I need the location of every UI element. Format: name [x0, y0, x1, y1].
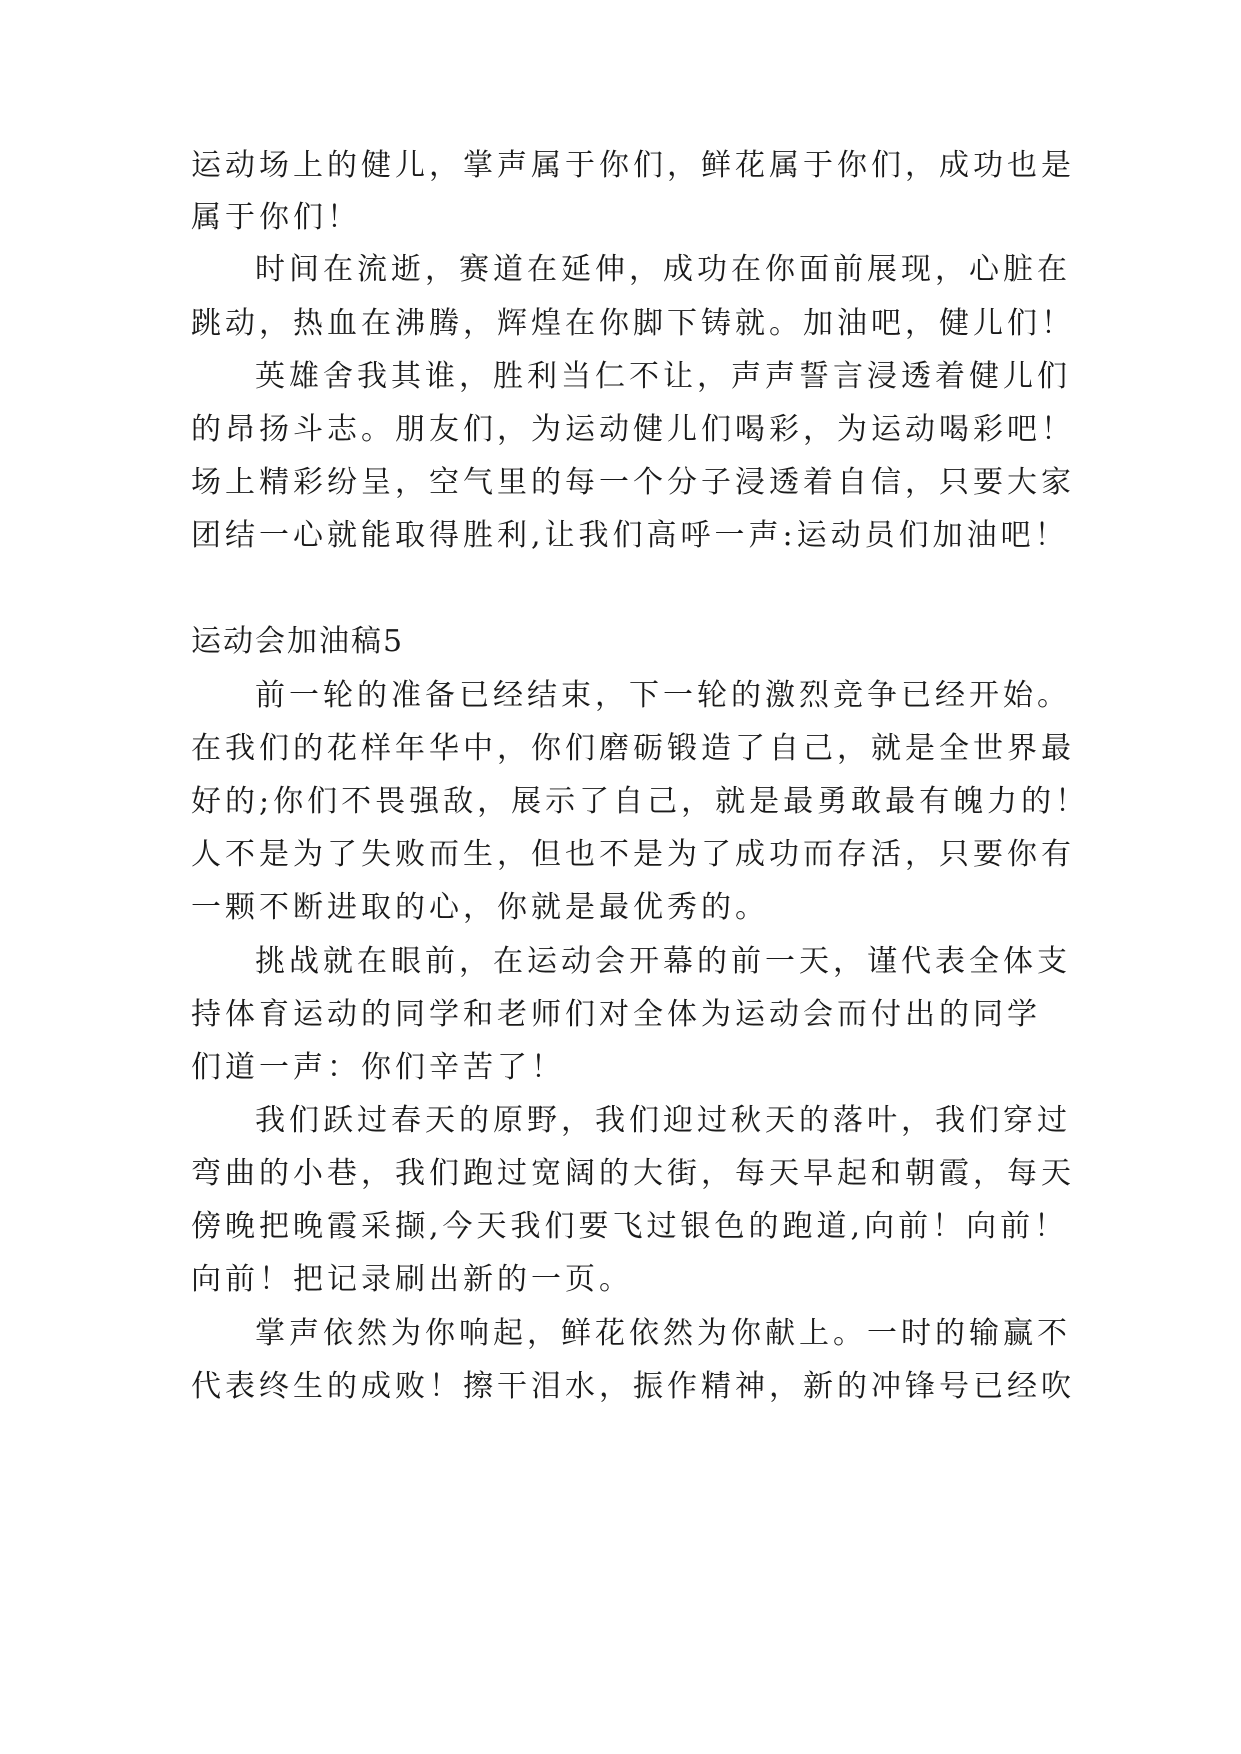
text-line: 傍晚把晚霞采撷,今天我们要飞过银色的跑道,向前！向前！: [191, 1209, 1069, 1244]
text-line: 我们跃过春天的原野，我们迎过秋天的落叶，我们穿过: [255, 1103, 1071, 1138]
text-line: 的昂扬斗志。朋友们，为运动健儿们喝彩，为运动喝彩吧！: [191, 412, 1075, 447]
text-line: 前一轮的准备已经结束，下一轮的激烈竞争已经开始。: [255, 678, 1071, 713]
text-line: 掌声依然为你响起，鲜花依然为你献上。一时的输赢不: [255, 1316, 1071, 1351]
text-line: 持体育运动的同学和老师们对全体为运动会而付出的同学: [191, 997, 1041, 1032]
text-line: 弯曲的小巷，我们跑过宽阔的大街，每天早起和朝霞，每天: [191, 1156, 1075, 1191]
text-line: 们道一声：你们辛苦了！: [191, 1050, 565, 1085]
text-line: 运动场上的健儿，掌声属于你们，鲜花属于你们，成功也是: [191, 148, 1075, 183]
text-line: 场上精彩纷呈，空气里的每一个分子浸透着自信，只要大家: [191, 465, 1075, 500]
text-line: 挑战就在眼前，在运动会开幕的前一天，谨代表全体支: [255, 944, 1071, 979]
section-heading: 运动会加油稿5: [191, 624, 405, 659]
text-line: 跳动，热血在沸腾，辉煌在你脚下铸就。加油吧，健儿们！: [191, 306, 1075, 341]
text-line: 一颗不断进取的心，你就是最优秀的。: [191, 890, 769, 925]
text-line: 时间在流逝，赛道在延伸，成功在你面前展现，心脏在: [255, 252, 1071, 287]
text-line: 英雄舍我其谁，胜利当仁不让，声声誓言浸透着健儿们: [255, 359, 1071, 394]
text-line: 属于你们！: [191, 200, 361, 235]
text-line: 代表终生的成败！擦干泪水，振作精神，新的冲锋号已经吹: [191, 1369, 1075, 1404]
text-line: 在我们的花样年华中，你们磨砺锻造了自己，就是全世界最: [191, 731, 1075, 766]
text-line: 人不是为了失败而生，但也不是为了成功而存活，只要你有: [191, 837, 1075, 872]
text-line: 向前！把记录刷出新的一页。: [191, 1262, 633, 1297]
text-line: 团结一心就能取得胜利,让我们高呼一声:运动员们加油吧！: [191, 518, 1069, 553]
text-line: 好的;你们不畏强敌，展示了自己，就是最勇敢最有魄力的！: [191, 784, 1090, 819]
